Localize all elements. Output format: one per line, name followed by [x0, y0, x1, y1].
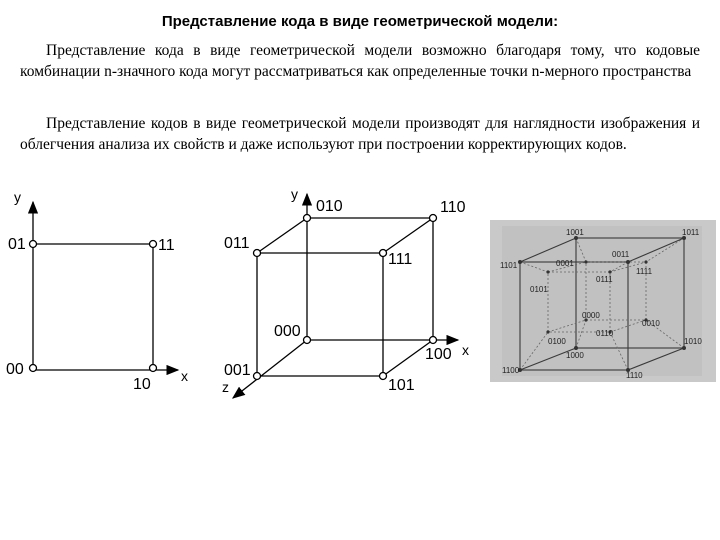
square-y-label: y [14, 189, 21, 205]
photo-label-0111: 0111 [596, 275, 613, 284]
photo-label-1011: 1011 [682, 228, 700, 237]
label-10: 10 [133, 376, 151, 393]
photo-label-1101: 1101 [500, 261, 518, 270]
paragraph-1-text: Представление кода в виде геометрической модели возможно благодаря тому, что кодовые комбинации n-значного кода могут рассматриваться как определенные точки n-мерного пространства [20, 42, 700, 80]
paragraph-2-text: Представление кодов в виде геометрической модели производят для наглядности изображения и облегчения анализа их свойств и даже используют при построении корректирующих кодов. [20, 115, 700, 153]
photo-label-0000: 0000 [582, 311, 600, 320]
cube-y-label: y [291, 186, 298, 202]
label-01: 01 [8, 236, 26, 253]
photo-label-0001: 0001 [556, 259, 574, 268]
edge-010-011 [257, 218, 307, 253]
cube-x-label: x [462, 342, 469, 358]
vertex-001 [254, 373, 261, 380]
label-001: 001 [224, 362, 251, 379]
cube-diagram [222, 186, 469, 398]
photo-label-1100: 1100 [502, 366, 520, 375]
photo-label-1001: 1001 [566, 228, 584, 237]
vertex-010 [304, 215, 311, 222]
photo-label-0100: 0100 [548, 337, 566, 346]
photo-label-1010: 1010 [684, 337, 702, 346]
label-010: 010 [316, 198, 343, 215]
vertex-110 [430, 215, 437, 222]
vertex-00 [30, 365, 37, 372]
photo-label-0110: 0110 [596, 329, 614, 338]
page-title: Представление кода в виде геометрической модели: [161, 13, 559, 30]
vertex-101 [380, 373, 387, 380]
vertex-011 [254, 250, 261, 257]
label-000: 000 [274, 323, 301, 340]
label-00: 00 [6, 361, 24, 378]
square-diagram [6, 189, 188, 393]
label-110: 110 [440, 199, 466, 216]
photo-label-0101: 0101 [530, 285, 548, 294]
photo-label-1111: 1111 [636, 267, 653, 276]
square-x-label: x [181, 368, 188, 384]
label-011: 011 [224, 235, 250, 252]
label-101: 101 [388, 377, 415, 394]
label-11: 11 [158, 237, 175, 254]
hypercube-photo [490, 220, 716, 382]
vertex-11 [150, 241, 157, 248]
vertex-111 [380, 250, 387, 257]
edge-110-111 [383, 218, 433, 253]
vertex-10 [150, 365, 157, 372]
photo-label-1000: 1000 [566, 351, 584, 360]
label-111: 111 [388, 251, 413, 268]
photo-label-0010: 0010 [642, 319, 660, 328]
vertex-100 [430, 337, 437, 344]
photo-label-1110: 1110 [626, 371, 643, 380]
vertex-000 [304, 337, 311, 344]
vertex-01 [30, 241, 37, 248]
photo-label-0011: 0011 [612, 250, 630, 259]
cube-z-label: z [222, 379, 229, 395]
label-100: 100 [425, 346, 452, 363]
